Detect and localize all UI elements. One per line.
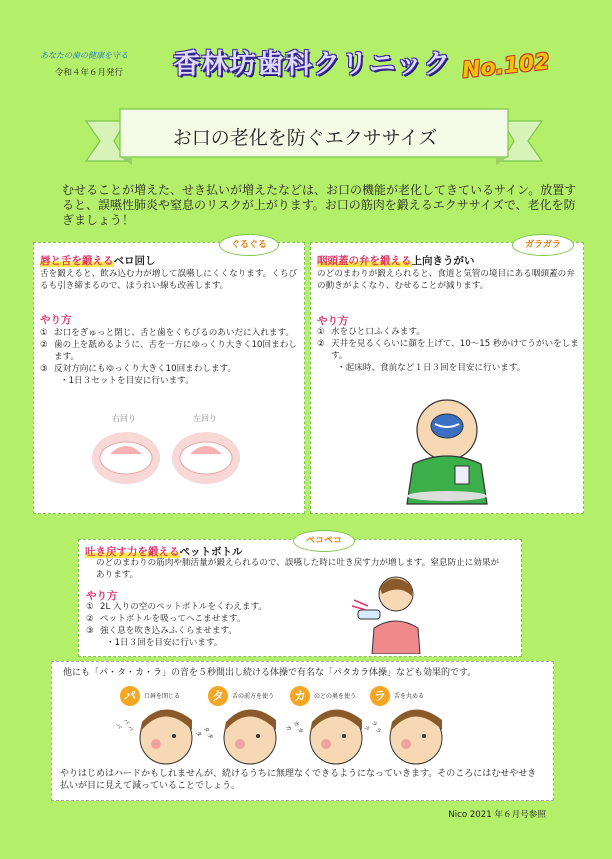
syllable-caption: 舌の前方を使う bbox=[232, 693, 275, 700]
syllable-char: カ bbox=[290, 686, 310, 706]
mouth-illustration bbox=[88, 424, 248, 494]
syllable-ta bbox=[193, 686, 288, 766]
tongue-badge: ぐるぐる bbox=[219, 234, 279, 256]
issue-number: No.102 bbox=[460, 49, 551, 84]
step-note: ・1日３セットを目安に行います。 bbox=[60, 376, 194, 386]
step-item: ② 歯の上を舐めるように、舌を一方にゆっくり大きく10回まわします。 bbox=[40, 340, 297, 362]
gargle-person-illustration bbox=[395, 396, 505, 506]
pataka-outro: やりはじめはハードかもしれませんが、続けるうちに無理なくできるようになっていきます。そのころにはむせやせき払いが目に見えて減っていることでしょう。 bbox=[60, 769, 537, 791]
syllable-sound: カ カ カ bbox=[283, 719, 305, 735]
throat-heading bbox=[317, 253, 579, 268]
syllable-pa bbox=[113, 686, 200, 766]
step-item: ① 2L 入りの空のペットボトルをくわえます。 bbox=[86, 602, 267, 612]
bottle-badge: ペコペコ bbox=[293, 530, 355, 552]
step-item: ① 水をひと口ふくみます。 bbox=[317, 327, 425, 337]
bottle-person-illustration bbox=[352, 570, 424, 654]
face-icon bbox=[134, 706, 194, 766]
pataka-intro: 他にも「パ・タ・カ・ラ」の音を５秒間出し続ける体操で有名な「パタカラ体操」なども効果的です。 bbox=[63, 668, 477, 678]
step-item: ① お口をぎゅっと閉じ、舌と歯をくちびるのあいだに入れます。 bbox=[40, 328, 294, 338]
bottle-description: のどのまわりの筋肉や肺活量が鍛えられるので、誤嚥した時に吐き戻す力が増します。窒息防止に効果があります。 bbox=[96, 558, 500, 580]
label-right-turn: 右回り bbox=[112, 414, 136, 423]
bottle-steps bbox=[86, 601, 346, 649]
step-note: ・起床時、食前など１日３回を目安に行います。 bbox=[337, 363, 526, 373]
tongue-heading-rest: ベロ回し bbox=[113, 255, 156, 267]
bottle-heading-rest: ペットボトル bbox=[179, 546, 243, 558]
syllable-char: パ bbox=[120, 686, 140, 706]
tongue-steps bbox=[40, 327, 298, 387]
page-title: お口の老化を防ぐエクササイズ bbox=[172, 127, 438, 149]
face-icon bbox=[304, 706, 364, 766]
syllable-sound: パ パ パ bbox=[113, 717, 135, 733]
throat-howto-label: やり方 bbox=[317, 315, 349, 327]
syllable-caption: 口唇を閉じる bbox=[144, 693, 181, 700]
syllable-char: ラ bbox=[370, 686, 390, 706]
clinic-name: 香林坊歯科クリニック bbox=[173, 49, 452, 80]
throat-badge: ガラガラ bbox=[512, 234, 574, 256]
throat-description: のどのまわりが鍛えられると、食道と気管の境目にある咽頭蓋の弁の動きがよくなり、むせることが減ります。 bbox=[317, 269, 575, 291]
throat-steps bbox=[317, 326, 579, 374]
label-left-turn: 左回り bbox=[193, 414, 217, 423]
syllable-sound: タ タ タ bbox=[193, 725, 215, 741]
syllable-caption: のどの奥を使う bbox=[314, 693, 357, 700]
syllable-ra bbox=[361, 686, 450, 766]
tagline: あなたの歯の健康を守る bbox=[40, 51, 128, 60]
tongue-heading bbox=[40, 253, 300, 268]
step-item: ② 天井を見るくらいに顔を上げて、10〜15 秒かけてうがいをします。 bbox=[317, 339, 579, 361]
syllable-sound: ラ ラ ラ bbox=[361, 719, 383, 735]
issue-date: 令和４年６月発行 bbox=[55, 68, 124, 78]
bottle-heading-highlight: 吐き戻す力を鍛える bbox=[85, 546, 180, 558]
tongue-description: 舌を鍛えると、飲み込む力が増して誤嚥しにくくなります。くちびるも引き締まるので、ほうれい線も改善します。 bbox=[40, 269, 298, 291]
face-icon bbox=[218, 706, 278, 766]
bottle-howto-label: やり方 bbox=[86, 590, 118, 602]
syllable-ka bbox=[283, 686, 370, 766]
source-citation: Nico 2021 年６月号参照 bbox=[448, 810, 546, 820]
tongue-howto-label: やり方 bbox=[40, 314, 72, 326]
step-item: ② ペットボトルを吸ってへこませます。 bbox=[86, 614, 246, 624]
step-item: ③ 反対方向にもゆっくり大きく10回まわします。 bbox=[40, 364, 237, 374]
throat-heading-rest: 上向きうがい bbox=[411, 255, 475, 267]
step-note: ・1日３回を目安に行います。 bbox=[106, 638, 223, 648]
tongue-heading-highlight: 唇と舌を鍛える bbox=[40, 255, 114, 267]
face-icon bbox=[384, 706, 444, 766]
syllable-char: タ bbox=[208, 686, 228, 706]
intro-text: むせることが増えた、せき払いが増えたなどは、お口の機能が老化してきているサイン。放置すると、誤嚥性肺炎や窒息のリスクが上がります。お口の筋肉を鍛えるエクササイズで、老化を防ぎましょう！ bbox=[62, 183, 577, 227]
syllable-caption: 舌を丸める bbox=[394, 693, 425, 700]
step-item: ③ 強く息を吹き込みふくらませます。 bbox=[86, 626, 237, 636]
throat-heading-highlight: 咽頭蓋の弁を鍛える bbox=[317, 255, 412, 267]
